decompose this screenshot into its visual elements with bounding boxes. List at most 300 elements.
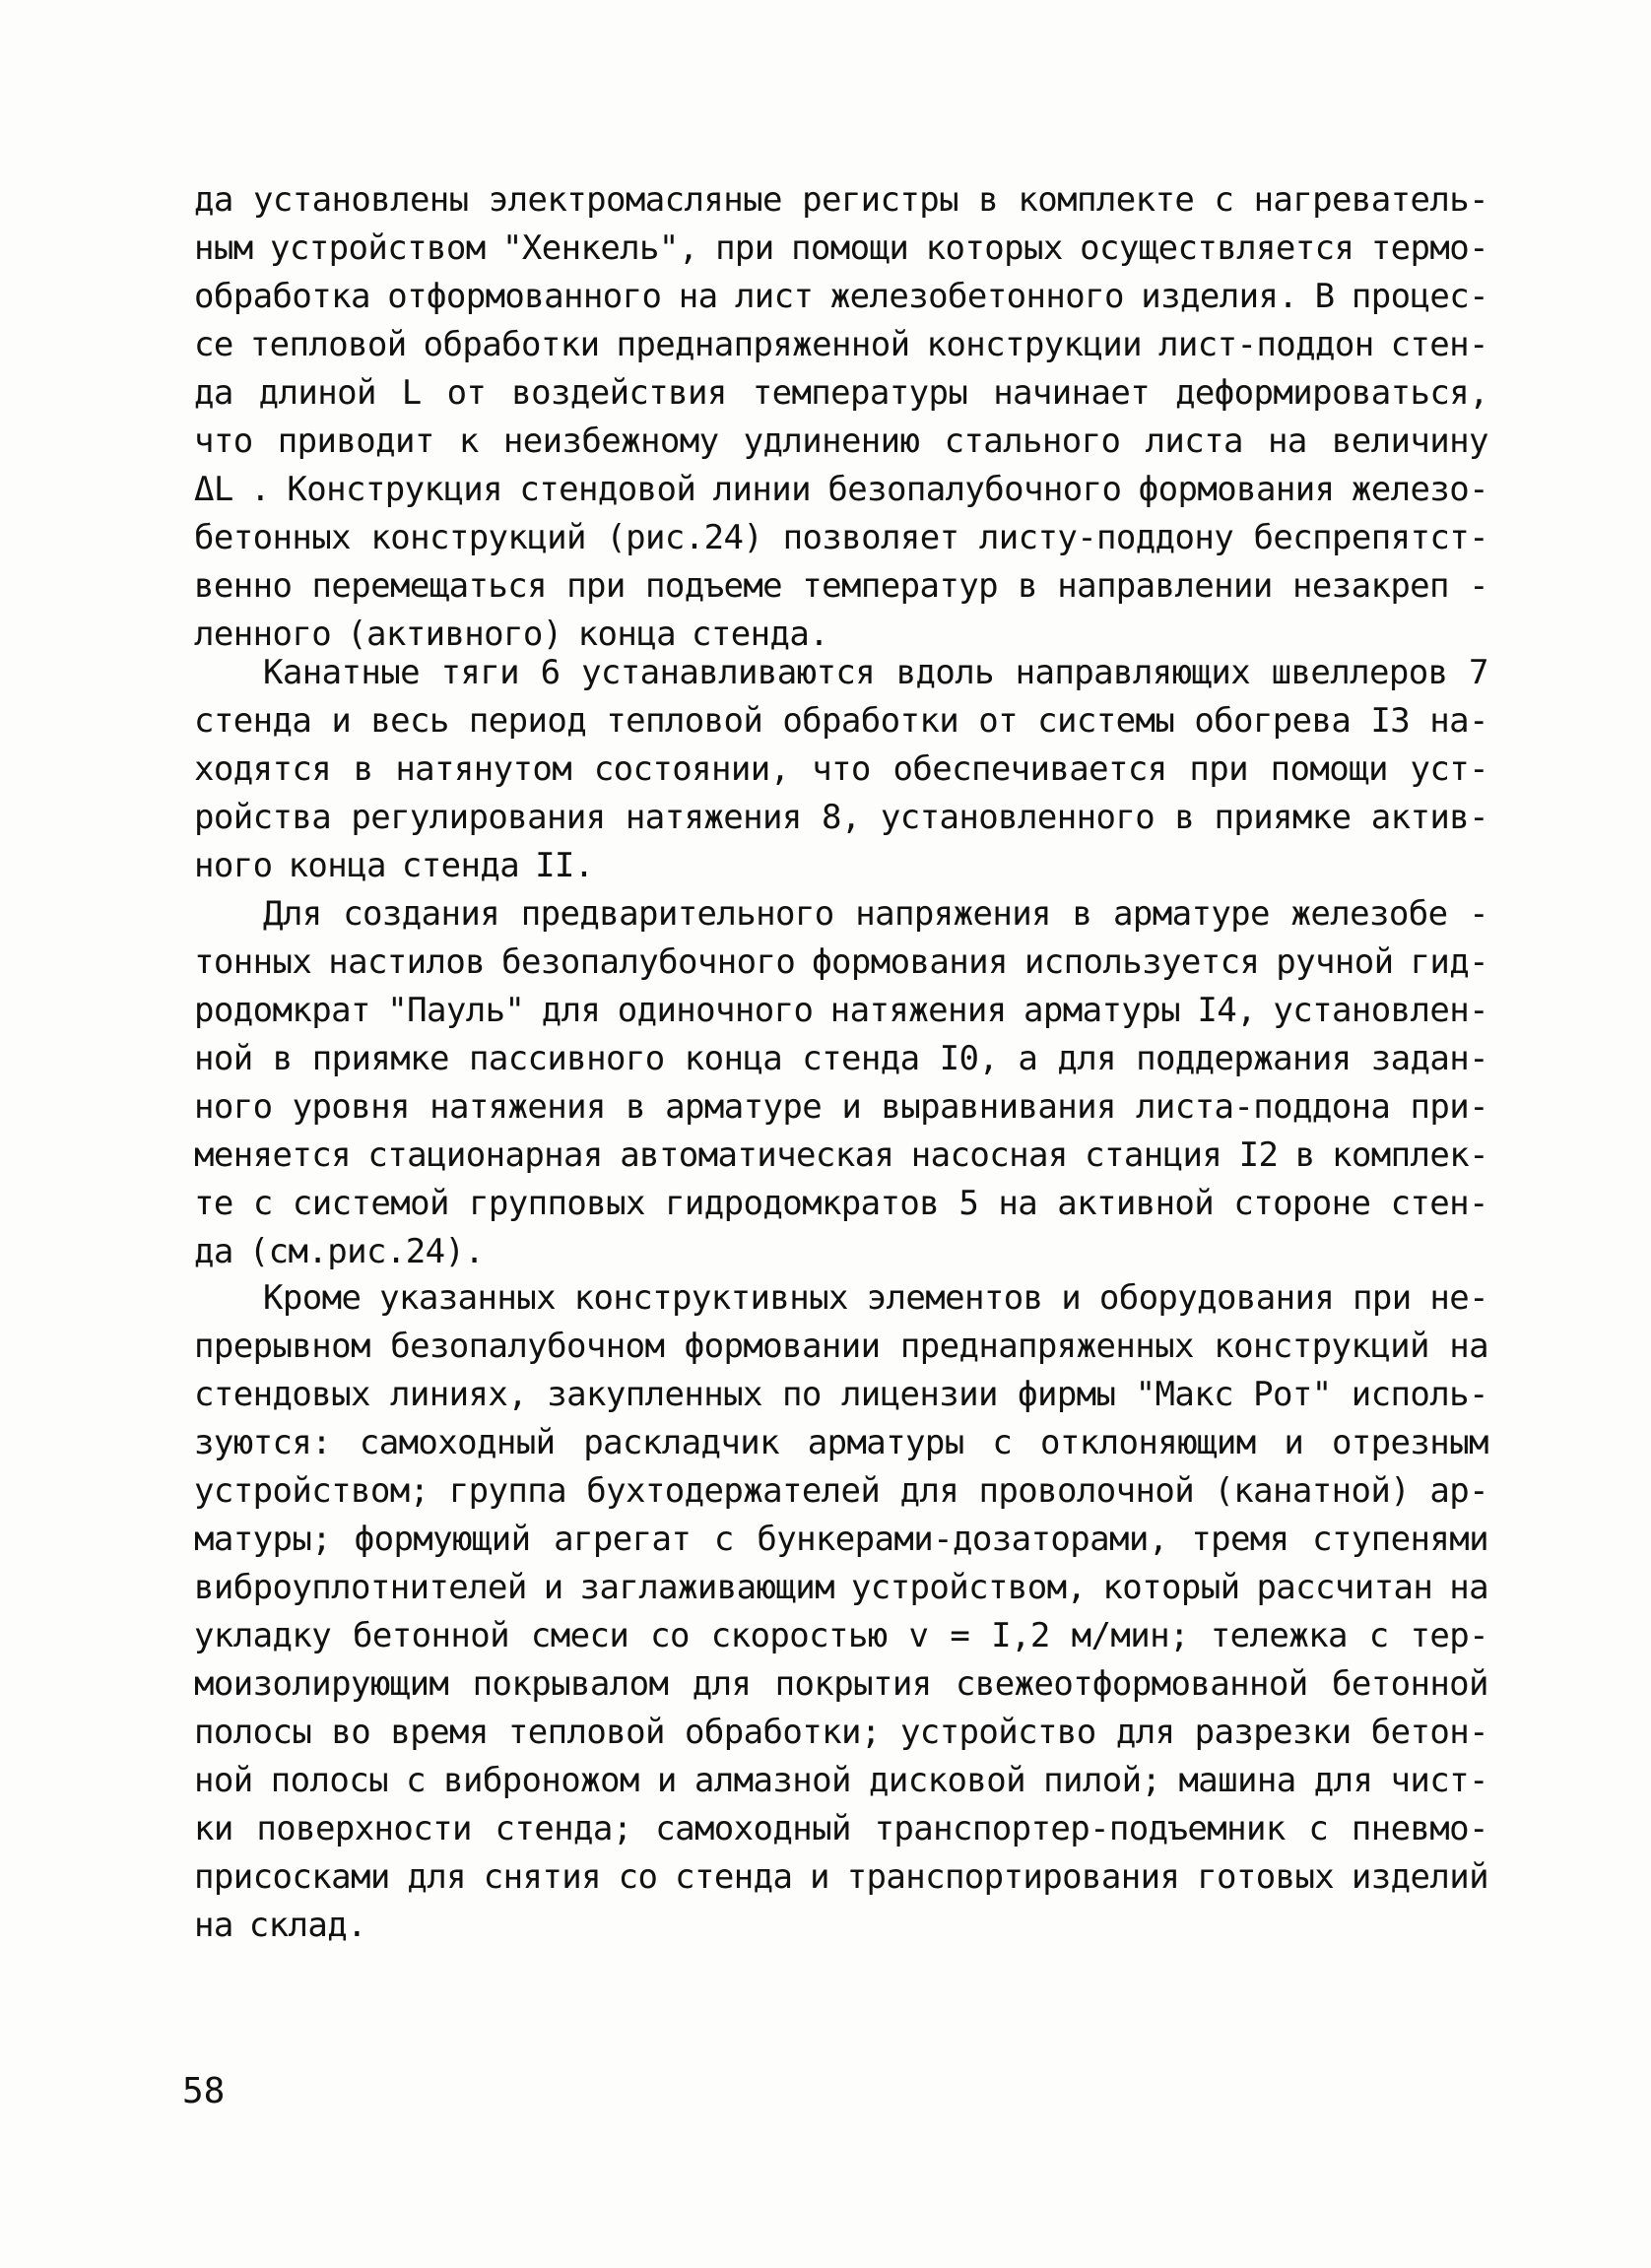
text-line <box>194 1854 1488 1900</box>
text-line <box>194 1420 1488 1465</box>
text-word: - <box>1469 566 1488 606</box>
text-word: тер- <box>1410 1616 1488 1655</box>
text-line <box>194 274 1488 319</box>
text-word: длиной <box>258 373 376 413</box>
text-word: обработки <box>423 325 600 364</box>
text-line <box>194 1229 1488 1274</box>
text-word: задан- <box>1370 1039 1488 1078</box>
text-word: 7 <box>1469 653 1488 692</box>
text-word: (канатной) <box>1214 1471 1411 1511</box>
text-word: ΔL <box>194 470 233 509</box>
text-word: со <box>618 1857 658 1897</box>
text-word: стен- <box>1390 325 1488 364</box>
text-word: при <box>566 566 626 606</box>
text-word: термо- <box>1370 228 1488 268</box>
text-word: не- <box>1429 1278 1488 1318</box>
text-word: устройством; <box>194 1471 429 1511</box>
text-line <box>263 650 1488 695</box>
text-word: незакреп <box>1291 566 1449 606</box>
text-word: деформироваться, <box>1175 373 1488 413</box>
text-word: лицензии <box>840 1375 998 1414</box>
text-word: рассчитан <box>1256 1568 1433 1607</box>
text-word: ходятся <box>194 749 332 789</box>
text-word: дисковой <box>869 1761 1025 1800</box>
text-line <box>194 698 1488 744</box>
text-word: тележка <box>1210 1616 1348 1655</box>
text-line <box>194 1806 1488 1851</box>
text-word: I0, <box>939 1039 999 1078</box>
text-word: швеллеров <box>1271 653 1448 692</box>
text-word: агрегат <box>554 1520 692 1559</box>
text-word: присосками <box>194 1857 390 1897</box>
text-word: в <box>1174 798 1195 837</box>
text-word: L <box>401 373 422 413</box>
text-word: комплекте <box>1018 180 1195 220</box>
text-word: при <box>1353 1278 1412 1318</box>
text-word: ного <box>194 1087 273 1127</box>
text-word: формующий <box>354 1520 531 1559</box>
text-word: и <box>1061 1278 1082 1318</box>
text-word: со <box>650 1616 690 1655</box>
text-word: тепловой <box>249 325 407 364</box>
text-word: изделий <box>1351 1857 1488 1897</box>
text-word: снятия <box>483 1857 601 1897</box>
text-word: в <box>1294 1135 1315 1175</box>
text-word: оборудования <box>1098 1278 1335 1318</box>
text-word: безопалубочном <box>390 1327 665 1366</box>
text-word: лист-поддон <box>1158 325 1374 364</box>
text-word: состоянии, <box>593 749 790 789</box>
text-word: готовых <box>1197 1857 1335 1897</box>
text-word: листу-поддону <box>978 518 1234 557</box>
text-word: да <box>194 1232 233 1271</box>
text-word: поверхности <box>256 1809 472 1848</box>
text-word: самоходный <box>655 1809 851 1848</box>
text-word: бухтодержателей <box>586 1471 881 1511</box>
text-word: для <box>1115 1713 1175 1752</box>
text-word: В <box>1314 277 1335 316</box>
text-word: железо- <box>1351 470 1488 509</box>
text-word: натяжения <box>429 1087 606 1127</box>
text-word: в <box>978 180 999 220</box>
text-line <box>194 1372 1488 1417</box>
text-word: 5 <box>958 1184 979 1223</box>
text-word: тремя <box>1191 1520 1289 1559</box>
text-word: в <box>626 1087 645 1127</box>
text-word: отрезным <box>1331 1423 1488 1462</box>
text-word: тепловой <box>606 701 763 741</box>
text-word: системой <box>292 1184 449 1223</box>
text-word: натянутом <box>395 749 572 789</box>
text-word: для <box>1057 1039 1116 1078</box>
text-line <box>194 1468 1488 1514</box>
text-word: стенда <box>802 1039 920 1078</box>
text-word: формовании <box>684 1327 881 1366</box>
text-word: натяжения <box>829 991 1007 1030</box>
text-word: ной <box>194 1039 253 1078</box>
text-word: 6 <box>540 653 561 692</box>
text-word: ручной <box>1276 942 1394 982</box>
text-word: электромасляные <box>488 180 782 220</box>
text-word: в <box>353 749 373 789</box>
text-word: ки <box>194 1809 233 1848</box>
text-word: для <box>1313 1761 1373 1800</box>
text-word: преднапряженной <box>616 325 910 364</box>
text-line <box>194 370 1488 416</box>
text-word: скоростью <box>710 1616 888 1655</box>
text-word: тяги <box>440 653 520 692</box>
text-word: регулирования <box>351 798 606 837</box>
text-word: транспортирования <box>846 1857 1180 1897</box>
text-word: помощи <box>1270 749 1388 789</box>
text-word: групповых <box>469 1184 645 1223</box>
text-word: гидродомкратов <box>664 1184 940 1223</box>
text-word: отформованного <box>387 277 662 316</box>
text-word: гид- <box>1410 942 1488 982</box>
text-word: актив- <box>1370 798 1488 837</box>
text-line <box>194 1903 1488 1948</box>
text-line <box>194 177 1488 223</box>
text-line <box>194 1517 1488 1562</box>
text-word: группа <box>448 1471 566 1511</box>
text-line <box>194 1565 1488 1610</box>
text-word: моизолирующим <box>194 1664 449 1704</box>
text-line <box>194 988 1488 1033</box>
text-word: стороне <box>1233 1184 1371 1223</box>
text-word: стенда. <box>692 615 829 654</box>
text-word: (активного) <box>347 615 562 654</box>
text-word: а <box>1018 1039 1038 1078</box>
text-word: приямке <box>1214 798 1352 837</box>
text-word: транспортер-подъемник <box>874 1809 1286 1848</box>
text-word: по <box>782 1375 822 1414</box>
text-word: устройством, <box>850 1568 1087 1607</box>
text-line <box>194 843 1488 888</box>
text-word: и <box>656 1761 677 1800</box>
text-line <box>194 322 1488 367</box>
text-word: и <box>331 701 352 741</box>
text-word: I2 <box>1238 1135 1279 1175</box>
text-word: уровня <box>292 1087 410 1127</box>
text-word: для <box>541 991 601 1030</box>
text-word: конструкций <box>370 518 586 557</box>
text-word: на <box>998 1184 1038 1223</box>
text-word: одиночного <box>617 991 814 1030</box>
text-word: устройством <box>270 228 486 268</box>
text-word: осуществляется <box>1080 228 1354 268</box>
text-word: в <box>272 1039 293 1078</box>
text-word: с <box>992 1423 1013 1462</box>
text-word: станция <box>1085 1135 1222 1175</box>
text-word: элементов <box>866 1278 1043 1318</box>
text-word: Кроме <box>263 1278 362 1318</box>
text-word: при <box>1189 749 1248 789</box>
text-word: матуры; <box>194 1520 332 1559</box>
text-word: конструктивных <box>573 1278 848 1318</box>
text-word: для <box>407 1857 467 1897</box>
text-word: с <box>1308 1809 1329 1848</box>
text-word: натяжения <box>625 798 802 837</box>
text-word: листа-поддона <box>1136 1087 1391 1127</box>
text-word: ройства <box>194 798 332 837</box>
text-word: фирмы <box>1018 1375 1116 1414</box>
text-word: v <box>908 1616 929 1655</box>
text-word: насосная <box>910 1135 1068 1175</box>
text-word: стенда; <box>495 1809 632 1848</box>
text-word: направляющих <box>1015 653 1251 692</box>
text-word: арматуры <box>807 1423 964 1462</box>
text-word: и <box>810 1857 829 1897</box>
text-word: ар- <box>1429 1471 1488 1511</box>
text-line <box>194 226 1488 271</box>
text-word: "Макс <box>1135 1375 1233 1414</box>
text-word: и <box>1284 1423 1304 1462</box>
text-word: бетон- <box>1370 1713 1488 1752</box>
text-word: да <box>194 180 233 220</box>
text-word: отклоняющим <box>1040 1423 1256 1462</box>
text-word: ной <box>194 1761 253 1800</box>
text-word: венно <box>194 566 293 606</box>
text-word: выравнивания <box>881 1087 1116 1127</box>
text-word: тонных <box>194 942 312 982</box>
text-word: покрывалом <box>472 1664 669 1704</box>
text-word: листа <box>1145 421 1243 461</box>
text-word: предварительного <box>520 894 834 934</box>
text-word: Канатные <box>263 653 420 692</box>
text-word: пневмо- <box>1351 1809 1488 1848</box>
text-word: 8, <box>821 798 861 837</box>
text-line <box>194 467 1488 512</box>
text-line <box>194 1613 1488 1658</box>
text-word: I3 <box>1370 701 1411 741</box>
text-word: обеспечивается <box>892 749 1167 789</box>
text-word: ленного <box>194 615 332 654</box>
text-word: безопалубочного <box>501 942 796 982</box>
text-word: температуры <box>752 373 968 413</box>
text-word: температур <box>802 566 998 606</box>
text-word: пилой; <box>1043 1761 1161 1800</box>
text-word: при- <box>1410 1087 1488 1127</box>
text-word: I4, <box>1197 991 1256 1030</box>
text-line <box>194 1084 1488 1130</box>
text-word: - <box>1469 894 1488 934</box>
text-word: направлении <box>1057 566 1273 606</box>
text-word: бункерами-дозаторами, <box>757 1520 1168 1559</box>
text-word: перемещаться <box>311 566 547 606</box>
text-word: на <box>1449 1568 1488 1607</box>
text-word: стендовой <box>519 470 696 509</box>
text-word: с <box>252 1184 273 1223</box>
text-word: формования <box>812 942 1008 982</box>
text-word: приямке <box>311 1039 449 1078</box>
text-word: что <box>194 421 253 461</box>
text-word: закупленных <box>547 1375 762 1414</box>
text-word: железобетонного <box>829 277 1124 316</box>
text-word: обработка <box>194 277 370 316</box>
text-word: свежеотформованной <box>955 1664 1308 1704</box>
text-word: конструкции <box>926 325 1143 364</box>
text-line <box>194 1133 1488 1178</box>
text-word: преднапряженных <box>899 1327 1194 1366</box>
text-word: конца <box>577 615 677 654</box>
text-word: стенда <box>401 846 520 885</box>
text-word: "Хенкель", <box>501 228 698 268</box>
text-word: напряжения <box>855 894 1051 934</box>
text-word: от <box>978 701 1018 741</box>
text-word: прерывном <box>194 1327 370 1366</box>
text-word: величину <box>1331 421 1488 461</box>
text-word: обогрева <box>1194 701 1352 741</box>
text-word: уст- <box>1410 749 1488 789</box>
text-word: Рот" <box>1253 1375 1332 1414</box>
text-word: арматуре <box>665 1087 823 1127</box>
text-line <box>194 940 1488 985</box>
text-line <box>194 1036 1488 1081</box>
text-word: меняется <box>194 1135 351 1175</box>
text-word: весь <box>370 701 449 741</box>
text-word: позволяет <box>782 518 959 557</box>
text-word: чист- <box>1390 1761 1488 1800</box>
text-word: беспрепятст- <box>1253 518 1488 557</box>
text-word: активной <box>1057 1184 1215 1223</box>
text-word: родомкрат <box>194 991 370 1030</box>
text-word: с <box>1368 1616 1389 1655</box>
text-word: установлены <box>252 180 469 220</box>
text-word: ступенями <box>1312 1520 1488 1559</box>
text-word: I,2 <box>991 1616 1050 1655</box>
text-line <box>194 1710 1488 1755</box>
text-word: ным <box>194 228 253 268</box>
text-word: воздействия <box>511 373 727 413</box>
text-word: раскладчик <box>583 1423 779 1462</box>
text-word: на <box>1268 421 1307 461</box>
text-word: установлен- <box>1273 991 1488 1030</box>
text-word: Конструкция <box>287 470 502 509</box>
text-word: стационарная <box>367 1135 603 1175</box>
text-word: формования <box>1138 470 1335 509</box>
text-word: период <box>468 701 587 741</box>
text-word: для <box>899 1471 959 1511</box>
text-line <box>194 1324 1488 1369</box>
text-word: и <box>543 1568 563 1607</box>
text-word: и <box>841 1087 862 1127</box>
text-word: склад. <box>248 1906 366 1945</box>
text-word: приводит <box>277 421 434 461</box>
text-word: виброножом <box>443 1761 639 1800</box>
text-word: во <box>331 1713 371 1752</box>
text-line <box>194 1661 1488 1707</box>
text-line <box>263 1275 1488 1321</box>
text-word: подъеме <box>644 566 783 606</box>
text-word: для <box>692 1664 752 1704</box>
text-word: неизбежному <box>502 421 719 461</box>
text-word: (см.рис.24). <box>248 1232 485 1271</box>
text-word: конца <box>684 1039 783 1078</box>
text-line <box>194 1758 1488 1803</box>
text-word: разрезки <box>1194 1713 1352 1752</box>
text-word: на <box>194 1906 233 1945</box>
text-word: с <box>713 1520 734 1559</box>
text-line <box>263 891 1488 937</box>
text-word: да <box>194 373 233 413</box>
text-word: = <box>950 1616 970 1655</box>
text-word: стендовых <box>194 1375 370 1414</box>
text-line <box>194 419 1488 464</box>
text-word: что <box>812 749 871 789</box>
text-word: се <box>194 325 233 364</box>
text-word: удлинению <box>743 421 920 461</box>
text-word: покрытия <box>774 1664 932 1704</box>
text-word: тепловой <box>507 1713 665 1752</box>
text-word: конца <box>288 846 386 885</box>
text-word: проволочной <box>978 1471 1195 1511</box>
text-word: (рис.24) <box>606 518 763 557</box>
text-word: те <box>194 1184 233 1223</box>
text-word: комплек- <box>1332 1135 1488 1175</box>
text-word: самоходный <box>359 1423 556 1462</box>
text-word: зуются: <box>194 1423 332 1462</box>
text-word: в <box>1072 894 1092 934</box>
text-word: виброуплотнителей <box>194 1568 527 1607</box>
text-word: бетонной <box>1331 1664 1488 1704</box>
text-word: устройство <box>899 1713 1096 1752</box>
text-word: с <box>1214 180 1234 220</box>
text-word: Для <box>263 894 322 934</box>
text-word: пассивного <box>468 1039 665 1078</box>
text-word: исполь- <box>1351 1375 1488 1414</box>
text-word: бетонных <box>194 518 351 557</box>
text-word: обработки <box>782 701 959 741</box>
text-word: используется <box>1024 942 1260 982</box>
text-word: конструкций <box>1214 1327 1429 1366</box>
text-word: заглаживающим <box>579 1568 834 1607</box>
text-line <box>194 795 1488 840</box>
text-line <box>194 563 1488 609</box>
text-word: который <box>1102 1568 1240 1607</box>
text-word: на- <box>1429 701 1488 741</box>
text-word: изделия. <box>1141 277 1298 316</box>
text-word: арматуры <box>1024 991 1180 1030</box>
text-word: в <box>1018 566 1038 606</box>
text-word: системы <box>1037 701 1175 741</box>
text-line <box>194 746 1488 792</box>
text-word: время <box>390 1713 489 1752</box>
text-word: при <box>715 228 774 268</box>
text-word: "Пауль" <box>387 991 525 1030</box>
text-word: смеси <box>530 1616 629 1655</box>
text-word: алмазной <box>693 1761 851 1800</box>
text-word: к <box>458 421 479 461</box>
text-word: лист <box>734 277 814 316</box>
text-word: линии <box>712 470 811 509</box>
text-word: на <box>678 277 718 316</box>
text-word: которых <box>925 228 1063 268</box>
text-line <box>194 515 1488 560</box>
text-word: начинает <box>993 373 1151 413</box>
text-word: помощи <box>791 228 909 268</box>
text-word: стен- <box>1390 1184 1488 1223</box>
text-word: стального <box>944 421 1121 461</box>
text-word: II. <box>535 846 594 885</box>
text-word: линиях, <box>390 1375 528 1414</box>
text-line <box>194 1181 1488 1226</box>
text-word: железобе <box>1290 894 1448 934</box>
text-word: укладку <box>194 1616 332 1655</box>
text-word: настилов <box>328 942 486 982</box>
text-word: полосы <box>270 1761 388 1800</box>
text-word: регистры <box>802 180 959 220</box>
text-word: нагреватель- <box>1253 180 1488 220</box>
